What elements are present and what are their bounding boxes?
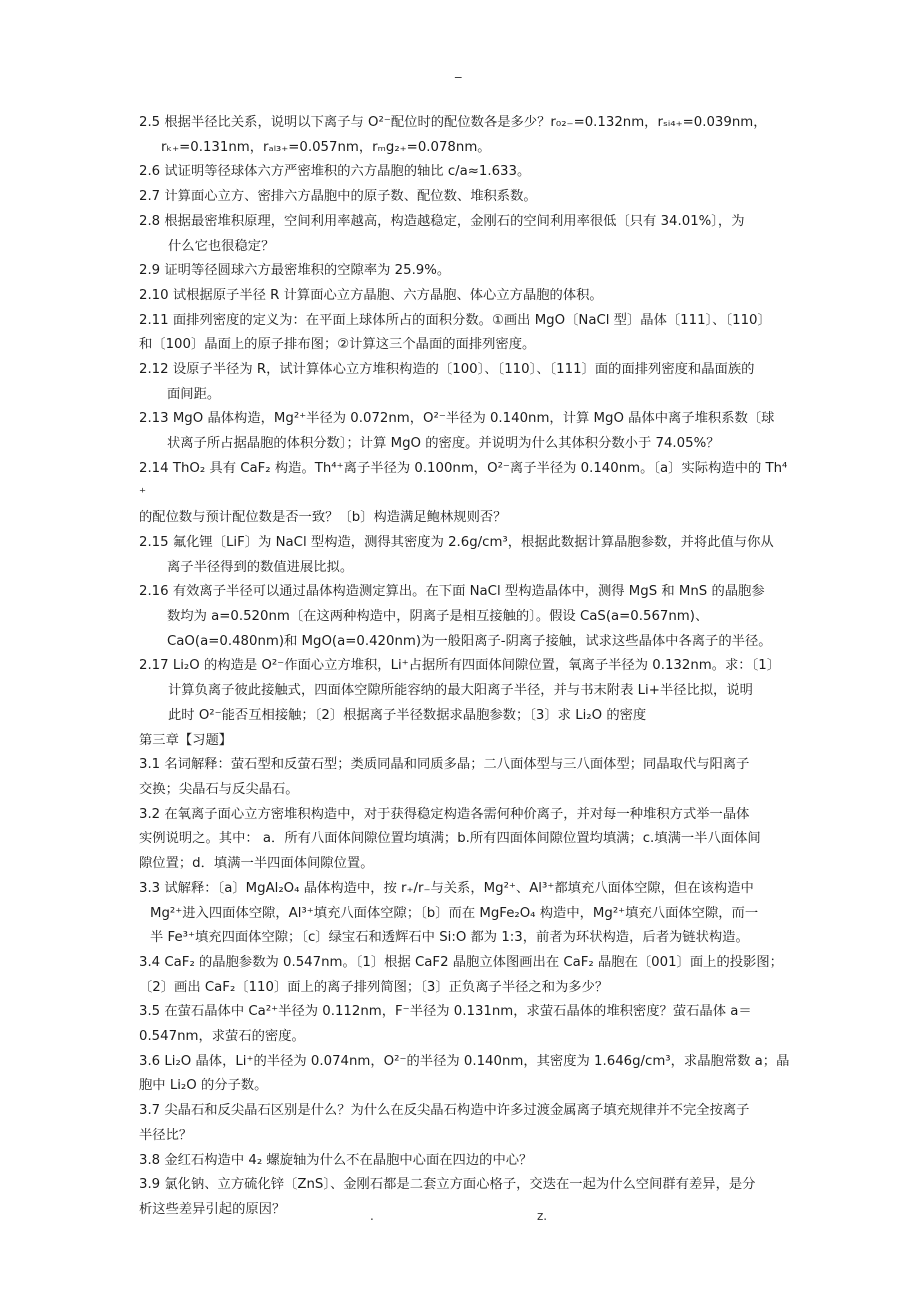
text-line: 2.9 证明等径圆球六方最密堆积的空隙率为 25.9%。 (139, 263, 451, 279)
text-line: 什么它也很稳定？ (168, 238, 275, 254)
text-line: CaO(a=0.480nm)和 MgO(a=0.420nm)为一般阳离子-阴离子接触，试求这些晶体中各离子的半径。 (167, 633, 772, 649)
text-line: 3.6 Li₂O 晶体，Li⁺的半径为 0.074nm，O²⁻的半径为 0.140nm，其密度为 1.646g/cm³，求晶胞常数 a；晶 (139, 1053, 790, 1069)
document-body (139, 111, 791, 1223)
text-line: 3.7 尖晶石和反尖晶石区别是什么？为什么在反尖晶石构造中许多过渡金属离子填充规律并不完全按离子 (139, 1103, 750, 1119)
footer-left: . (370, 1209, 374, 1223)
footer-right: z. (537, 1209, 548, 1223)
text-line: 胞中 Li₂O 的分子数。 (139, 1078, 268, 1094)
text-line: 2.5 根据半径比关系，说明以下离子与 O²⁻配位时的配位数各是多少？r₀₂₋=0.132nm，rₛᵢ₄₊=0.039nm， (139, 115, 767, 130)
text-line: 〔2〕画出 CaF₂〔110〕面上的离子排列简图；〔3〕正负离子半径之和为多少？ (139, 979, 609, 995)
text-line: 3.2 在氧离子面心立方密堆积构造中，对于获得稳定构造各需何种价离子，并对每一种堆积方式举一晶体 (139, 806, 750, 822)
text-line: 3.5 在萤石晶体中 Ca²⁺半径为 0.112nm，F⁻半径为 0.131nm，求萤石晶体的堆积密度？萤石晶体 a＝ (139, 1004, 752, 1020)
text-line: 2.11 面排列密度的定义为：在平面上球体所占的面积分数。①画出 MgO〔NaCl 型〕晶体〔111〕、〔110〕 (139, 312, 771, 328)
text-line: 离子半径得到的数值进展比拟。 (167, 559, 354, 575)
text-line: 3.9 氯化钠、立方硫化锌〔ZnS〕、金刚石都是二套立方面心格子，交迭在一起为什么空间群有差异，是分 (139, 1177, 756, 1193)
text-line: 2.13 MgO 晶体构造，Mg²⁺半径为 0.072nm，O²⁻半径为 0.140nm，计算 MgO 晶体中离子堆积系数〔球 (139, 411, 775, 427)
text-line: 数均为 a=0.520nm〔在这两种构造中，阴离子是相互接触的〕。假设 CaS(a=0.567nm)、 (167, 609, 709, 625)
text-line: 3.4 CaF₂ 的晶胞参数为 0.547nm。〔1〕根据 CaF2 晶胞立体图画出在 CaF₂ 晶胞在〔001〕面上的投影图； (139, 954, 783, 970)
text-line: 3.3 试解释：〔a〕MgAl₂O₄ 晶体构造中，按 r₊/r₋与关系，Mg²⁺、Al³⁺都填充八面体空隙，但在该构造中 (139, 880, 754, 896)
text-line: 交换；尖晶石与反尖晶石。 (139, 781, 299, 797)
text-line: 3.1 名词解释：萤石型和反萤石型；类质同晶和同质多晶；二八面体型与三八面体型；同晶取代与阳离子 (139, 757, 750, 773)
text-line: 面间距。 (167, 386, 221, 402)
text-line: 和〔100〕晶面上的原子排布图；②计算这三个晶面的面排列密度。 (139, 337, 536, 353)
text-line: 0.547nm，求萤石的密度。 (139, 1029, 305, 1045)
text-line: 半径比？ (139, 1127, 193, 1143)
header-mark: _ (455, 64, 462, 79)
text-line: 3.8 金红石构造中 4₂ 螺旋轴为什么不在晶胞中心面在四边的中心？ (139, 1152, 533, 1168)
text-line: 2.17 Li₂O 的构造是 O²⁻作面心立方堆积，Li⁺占据所有四面体间隙位置，氧离子半径为 0.132nm。求：〔1〕 (139, 658, 780, 674)
text-line: Mg²⁺进入四面体空隙，Al³⁺填充八面体空隙；〔b〕而在 MgFe₂O₄ 构造中，Mg²⁺填充八面体空隙，而一 (150, 905, 759, 921)
text-line: 此时 O²⁻能否互相接触；〔2〕根据离子半径数据求晶胞参数；〔3〕求 Li₂O 的密度 (168, 707, 647, 723)
text-line: 半 Fe³⁺填充四面体空隙；〔c〕绿宝石和透辉石中 Si:O 都为 1:3，前者为环状构造，后者为链状构造。 (150, 930, 749, 946)
text-line: 2.10 试根据原子半径 R 计算面心立方晶胞、六方晶胞、体心立方晶胞的体积。 (139, 287, 603, 303)
text-line: 2.16 有效离子半径可以通过晶体构造测定算出。在下面 NaCl 型构造晶体中，测得 MgS 和 MnS 的晶胞参 (139, 584, 765, 600)
text-line: 实例说明之。其中： a．所有八面体间隙位置均填满；b.所有四面体间隙位置均填满；c.填满一半八面体间 (139, 831, 761, 847)
text-line: 2.8 根据最密堆积原理，空间利用率越高，构造越稳定，金刚石的空间利用率很低〔只有 34.01%〕，为 (139, 213, 745, 229)
text-line: 计算负离子彼此接触式，四面体空隙所能容纳的最大阳离子半径，并与书末附表 Li+半径比拟，说明 (168, 683, 753, 699)
text-line: 状离子所占据晶胞的体积分数〕；计算 MgO 的密度。并说明为什么其体积分数小于 74.05%？ (167, 436, 720, 452)
text-line: 隙位置；d．填满一半四面体间隙位置。 (139, 856, 374, 872)
text-line: 2.12 设原子半径为 R，试计算体心立方堆积构造的〔100〕、〔110〕、〔111〕面的面排列密度和晶面族的 (139, 362, 755, 378)
text-line: 2.14 ThO₂ 具有 CaF₂ 构造。Th⁴⁺离子半径为 0.100nm，O²⁻离子半径为 0.140nm。〔a〕实际构造中的 Th⁴⁺ (139, 460, 788, 501)
text-line: 2.15 氟化锂〔LiF〕为 NaCl 型构造，测得其密度为 2.6g/cm³，根据此数据计算晶胞参数，并将此值与你从 (139, 534, 774, 550)
text-line: rₖ₊=0.131nm，rₐₗ₃₊=0.057nm，rₘg₂₊=0.078nm。 (161, 139, 491, 155)
text-line: 析这些差异引起的原因？ (139, 1201, 286, 1217)
text-line: 2.7 计算面心立方、密排六方晶胞中的原子数、配位数、堆积系数。 (139, 189, 537, 205)
text-line: 2.6 试证明等径球体六方严密堆积的六方晶胞的轴比 c/a≈1.633。 (139, 164, 531, 180)
text-line: 第三章【习题】 (139, 732, 233, 748)
text-line: 的配位数与预计配位数是否一致？〔b〕构造满足鲍林规则否？ (139, 510, 507, 526)
